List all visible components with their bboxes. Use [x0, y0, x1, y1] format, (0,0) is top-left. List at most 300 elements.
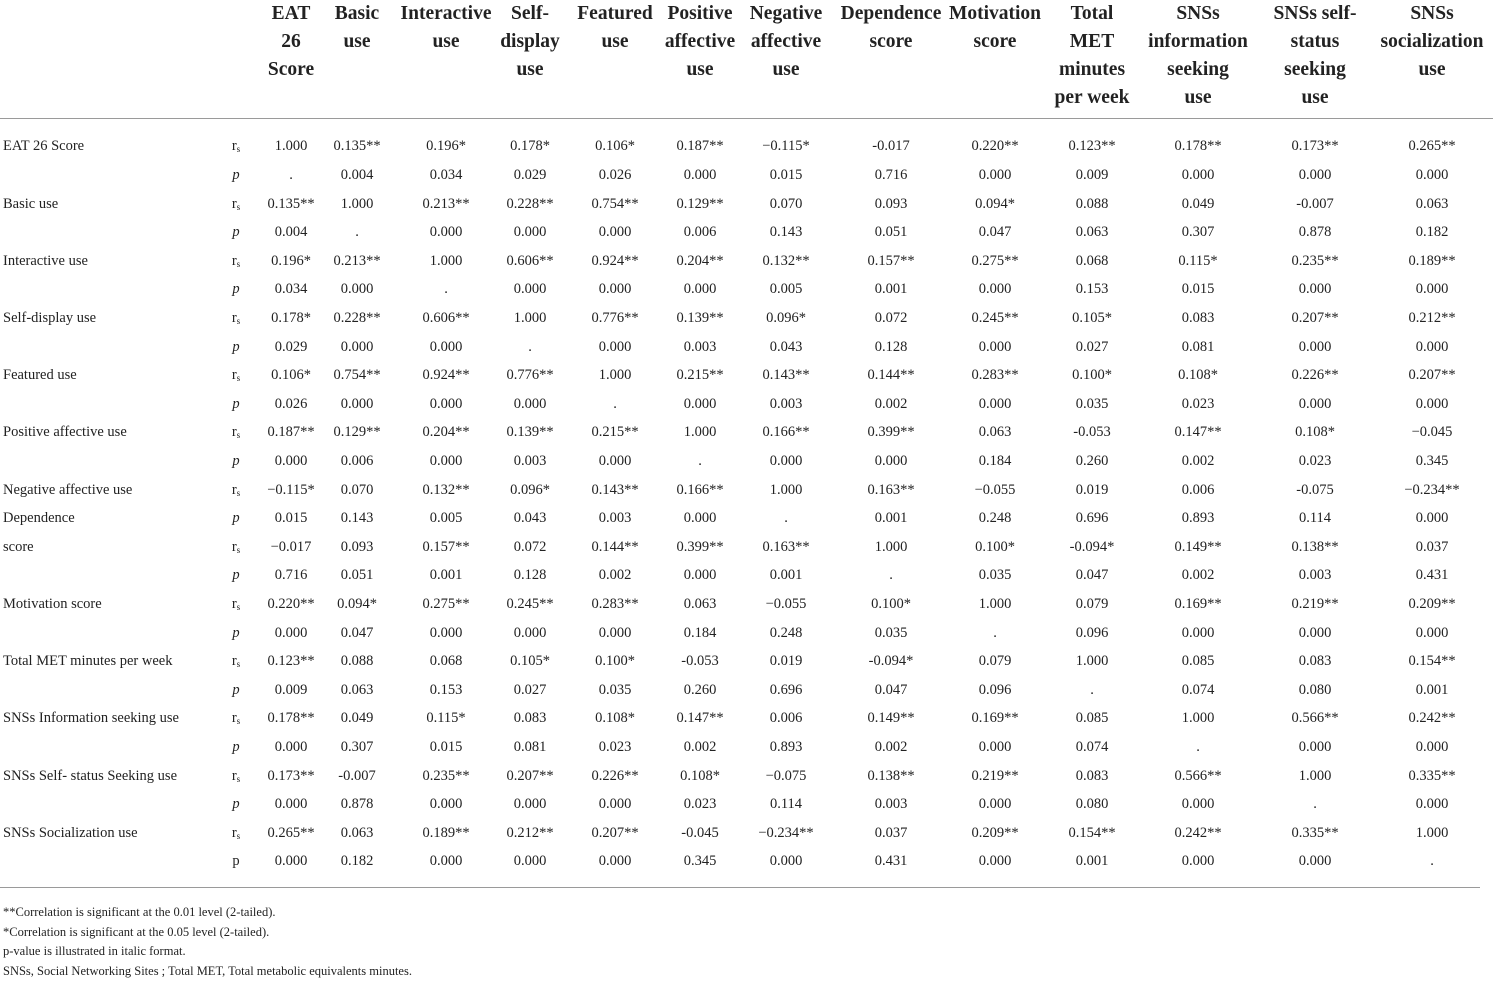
- table-row: [0, 847, 1493, 876]
- table-cell: 0.178**: [1174, 138, 1222, 155]
- table-cell: 0.219**: [971, 767, 1019, 784]
- column-header-line: use: [1418, 59, 1446, 80]
- table-row: [0, 590, 1493, 619]
- table-cell: 0.100*: [871, 595, 911, 612]
- table-cell: 0.047: [340, 624, 374, 641]
- table-cell: 0.043: [513, 510, 547, 527]
- table-cell: .: [889, 567, 893, 584]
- table-cell: 0.115*: [426, 710, 466, 727]
- statistic-symbol: r: [231, 367, 237, 384]
- table-cell: 0.004: [274, 224, 308, 241]
- table-cell: 0.000: [683, 567, 717, 584]
- table-cell: 0.776**: [591, 309, 639, 326]
- statistic-symbol: r: [231, 767, 237, 784]
- statistic-subscript: s: [236, 258, 241, 269]
- table-cell: 0.878: [1298, 224, 1332, 241]
- table-cell: 0.000: [513, 853, 547, 870]
- table-row: [0, 447, 1493, 476]
- table-cell: 0.144**: [867, 367, 915, 384]
- table-cell: 0.000: [1181, 853, 1215, 870]
- table-cell: 0.027: [1075, 338, 1109, 355]
- row-label: Dependence: [3, 510, 75, 527]
- table-row: [0, 819, 1493, 848]
- table-cell: 0.187**: [676, 138, 724, 155]
- table-cell: 0.000: [1298, 738, 1332, 755]
- table-cell: 0.026: [274, 395, 308, 412]
- table-row: [0, 361, 1493, 390]
- column-header-line: use: [772, 59, 800, 80]
- statistic-symbol: r: [231, 481, 237, 498]
- table-cell: 0.027: [513, 681, 547, 698]
- table-cell: 0.063: [340, 824, 374, 841]
- table-cell: 0.000: [978, 796, 1012, 813]
- table-cell: 0.063: [978, 424, 1012, 441]
- table-row: [0, 619, 1493, 648]
- table-cell: 0.019: [1075, 481, 1109, 498]
- table-cell: 0.023: [683, 796, 717, 813]
- table-cell: 0.924**: [591, 252, 639, 269]
- table-cell: .: [528, 338, 532, 355]
- table-cell: 0.003: [683, 338, 717, 355]
- table-cell: 0.023: [598, 738, 632, 755]
- table-cell: 0.000: [978, 738, 1012, 755]
- table-cell: 0.006: [769, 710, 803, 727]
- table-cell: 0.220**: [971, 138, 1019, 155]
- table-cell: 0.003: [598, 510, 632, 527]
- row-label: SNSs Socialization use: [3, 824, 138, 841]
- footnote: p-value is illustrated in italic format.: [3, 944, 186, 958]
- row-label: Positive affective use: [3, 424, 127, 441]
- table-cell: 0.001: [874, 281, 908, 298]
- table-cell: 0.047: [874, 681, 908, 698]
- statistic-subscript: s: [236, 201, 241, 212]
- table-cell: 0.716: [874, 166, 908, 183]
- row-label: Motivation score: [3, 595, 102, 612]
- table-cell: 0.000: [340, 281, 374, 298]
- table-cell: 0.000: [274, 452, 308, 469]
- table-cell: 0.035: [874, 624, 908, 641]
- table-cell: 0.000: [513, 224, 547, 241]
- table-cell: 0.006: [683, 224, 717, 241]
- table-cell: 1.000: [978, 595, 1012, 612]
- table-row: [0, 790, 1493, 819]
- table-cell: 0.716: [274, 567, 308, 584]
- table-cell: 0.015: [769, 166, 803, 183]
- table-cell: 0.163**: [867, 481, 915, 498]
- table-cell: 0.003: [513, 452, 547, 469]
- table-cell: 0.149**: [1174, 538, 1222, 555]
- table-cell: 0.003: [1298, 567, 1332, 584]
- table-cell: 0.108*: [1178, 367, 1218, 384]
- table-cell: 0.260: [1075, 452, 1109, 469]
- table-cell: 0.128: [874, 338, 908, 355]
- statistic-subscript: s: [236, 659, 241, 670]
- table-cell: 0.166**: [676, 481, 724, 498]
- table-cell: 0.139**: [676, 309, 724, 326]
- table-cell: 0.000: [429, 853, 463, 870]
- table-cell: 0.135**: [333, 138, 381, 155]
- table-cell: 0.000: [598, 281, 632, 298]
- table-cell: .: [444, 281, 448, 298]
- table-cell: 0.004: [340, 166, 374, 183]
- table-row: [0, 275, 1493, 304]
- table-cell: 0.035: [978, 567, 1012, 584]
- table-cell: −0.115*: [267, 481, 315, 498]
- column-header: [1048, 0, 1136, 112]
- table-cell: 0.106*: [595, 138, 635, 155]
- statistic-symbol: r: [231, 595, 237, 612]
- footnote: *Correlation is significant at the 0.05 level (2-tailed).: [3, 924, 270, 939]
- table-cell: 0.002: [1181, 567, 1215, 584]
- column-header: [327, 0, 387, 56]
- table-row: [0, 418, 1493, 447]
- statistic-subscript: s: [236, 430, 241, 441]
- table-cell: 1.000: [769, 481, 803, 498]
- table-cell: 0.204**: [422, 424, 470, 441]
- table-cell: 1.000: [1415, 824, 1449, 841]
- table-cell: .: [993, 624, 997, 641]
- table-cell: 0.094*: [337, 595, 377, 612]
- table-cell: 0.083: [1075, 767, 1109, 784]
- table-cell: 1.000: [513, 309, 547, 326]
- table-cell: 0.001: [1075, 853, 1109, 870]
- table-cell: 0.138**: [867, 767, 915, 784]
- table-cell: 0.196*: [426, 138, 466, 155]
- table-row: [0, 533, 1493, 562]
- table-cell: 0.029: [513, 166, 547, 183]
- table-cell: 0.182: [340, 853, 374, 870]
- table-cell: 0.169**: [971, 710, 1019, 727]
- statistic-symbol: p: [232, 510, 240, 527]
- table-cell: 0.000: [1415, 624, 1449, 641]
- table-cell: .: [355, 224, 359, 241]
- statistic-subscript: s: [236, 773, 241, 784]
- table-cell: 0.138**: [1291, 538, 1339, 555]
- statistic-subscript: s: [236, 544, 241, 555]
- table-cell: 0.000: [429, 395, 463, 412]
- table-cell: 0.000: [274, 738, 308, 755]
- statistic-subscript: s: [236, 373, 241, 384]
- table-cell: -0.053: [1073, 424, 1111, 441]
- table-cell: 0.260: [683, 681, 717, 698]
- table-cell: 1.000: [598, 367, 632, 384]
- column-header-line: display: [500, 31, 560, 52]
- table-row: [0, 304, 1493, 333]
- statistic-symbol: p: [232, 796, 240, 813]
- column-header-line: status: [1290, 31, 1340, 52]
- column-header-line: seeking: [1167, 59, 1229, 80]
- table-cell: 0.000: [1298, 853, 1332, 870]
- table-cell: 0.002: [1181, 452, 1215, 469]
- table-cell: 0.163**: [762, 538, 810, 555]
- column-header: [396, 0, 496, 56]
- column-header-line: Self-: [511, 3, 549, 24]
- table-cell: 0.079: [1075, 595, 1109, 612]
- table-cell: 0.094*: [975, 195, 1015, 212]
- statistic-symbol: p: [232, 738, 240, 755]
- table-cell: 0.147**: [676, 710, 724, 727]
- table-row: [0, 132, 1493, 161]
- table-row: [0, 733, 1493, 762]
- table-cell: 1.000: [1181, 710, 1215, 727]
- table-cell: 0.003: [874, 796, 908, 813]
- table-cell: 0.345: [683, 853, 717, 870]
- statistic-symbol: p: [232, 281, 240, 298]
- column-header-line: EAT: [271, 3, 311, 24]
- table-cell: 0.149**: [867, 710, 915, 727]
- column-header-line: socialization: [1380, 31, 1484, 52]
- statistic-symbol: r: [231, 195, 237, 212]
- row-label: Negative affective use: [3, 481, 133, 498]
- table-cell: 0.080: [1075, 796, 1109, 813]
- table-cell: 0.207**: [506, 767, 554, 784]
- table-cell: 0.000: [978, 853, 1012, 870]
- table-cell: 0.096: [1075, 624, 1109, 641]
- table-cell: .: [1196, 738, 1200, 755]
- table-cell: .: [1090, 681, 1094, 698]
- table-cell: 0.080: [1298, 681, 1332, 698]
- table-cell: 0.000: [769, 452, 803, 469]
- table-cell: 0.023: [1181, 395, 1215, 412]
- table-cell: 0.070: [340, 481, 374, 498]
- table-cell: 0.000: [513, 796, 547, 813]
- statistic-symbol: p: [232, 567, 240, 584]
- row-label: Self-display use: [3, 309, 97, 326]
- table-cell: 0.207**: [1408, 367, 1456, 384]
- table-cell: 0.000: [1415, 395, 1449, 412]
- statistic-subscript: s: [236, 487, 241, 498]
- table-cell: 0.182: [1415, 224, 1449, 241]
- table-cell: 0.566**: [1291, 710, 1339, 727]
- column-header: [1265, 0, 1365, 112]
- column-header-line: Positive: [667, 3, 733, 24]
- table-cell: 0.143**: [591, 481, 639, 498]
- table-cell: 0.029: [274, 338, 308, 355]
- table-cell: 0.026: [598, 166, 632, 183]
- table-cell: 0.000: [340, 395, 374, 412]
- statistic-symbol: p: [232, 395, 240, 412]
- row-label: Featured use: [3, 367, 77, 384]
- table-cell: 0.015: [1181, 281, 1215, 298]
- table-cell: 0.000: [683, 395, 717, 412]
- table-cell: 0.189**: [1408, 252, 1456, 269]
- column-header-line: SNSs self-: [1273, 3, 1357, 24]
- table-cell: 0.154**: [1408, 653, 1456, 670]
- table-cell: 1.000: [874, 538, 908, 555]
- table-cell: 0.235**: [422, 767, 470, 784]
- statistic-subscript: s: [236, 315, 241, 326]
- table-cell: −0.234**: [1404, 481, 1460, 498]
- table-cell: 0.106*: [271, 367, 311, 384]
- table-cell: 0.000: [1415, 166, 1449, 183]
- table-cell: 0.143**: [762, 367, 810, 384]
- column-header-line: MET: [1069, 31, 1115, 52]
- table-cell: 0.000: [429, 796, 463, 813]
- table-cell: 0.096*: [510, 481, 550, 498]
- column-header-line: 26: [281, 31, 301, 52]
- column-header-line: Score: [267, 59, 315, 80]
- table-cell: 0.035: [1075, 395, 1109, 412]
- column-header-line: minutes: [1058, 59, 1126, 80]
- column-header-line: use: [516, 59, 544, 80]
- table-cell: 0.924**: [422, 367, 470, 384]
- table-cell: 0.000: [513, 624, 547, 641]
- table-cell: −0.045: [1411, 424, 1453, 441]
- table-cell: 0.001: [429, 567, 463, 584]
- table-cell: 0.696: [769, 681, 803, 698]
- table-cell: 0.108*: [595, 710, 635, 727]
- table-cell: -0.094*: [868, 653, 914, 670]
- row-label: Total MET minutes per week: [3, 653, 173, 670]
- table-cell: 0.209**: [1408, 595, 1456, 612]
- table-cell: 0.000: [1415, 738, 1449, 755]
- table-cell: 0.265**: [1408, 138, 1456, 155]
- table-row: [0, 704, 1493, 733]
- table-cell: 0.000: [598, 853, 632, 870]
- statistic-symbol: p: [232, 681, 240, 698]
- table-cell: 0.001: [769, 567, 803, 584]
- table-cell: 0.006: [340, 452, 374, 469]
- table-cell: 0.000: [598, 624, 632, 641]
- table-cell: 0.000: [978, 281, 1012, 298]
- table-cell: 0.072: [874, 309, 908, 326]
- table-cell: 0.006: [1181, 481, 1215, 498]
- column-header: [836, 0, 946, 56]
- column-header-line: per week: [1054, 87, 1130, 108]
- table-cell: -0.094*: [1069, 538, 1115, 555]
- table-cell: 0.275**: [971, 252, 1019, 269]
- table-cell: 0.063: [1415, 195, 1449, 212]
- table-row: [0, 161, 1493, 190]
- table-cell: 0.245**: [971, 309, 1019, 326]
- table-cell: 0.000: [1298, 624, 1332, 641]
- table-cell: 0.265**: [267, 824, 315, 841]
- table-cell: 0.166**: [762, 424, 810, 441]
- table-cell: 0.068: [1075, 252, 1109, 269]
- table-cell: 0.093: [340, 538, 374, 555]
- table-cell: 0.178**: [267, 710, 315, 727]
- table-cell: 0.105*: [1072, 309, 1112, 326]
- column-header: [1146, 0, 1250, 112]
- table-cell: 0.220**: [267, 595, 315, 612]
- column-header: [496, 0, 564, 84]
- column-header-line: score: [973, 31, 1017, 52]
- table-cell: 1.000: [429, 252, 463, 269]
- table-cell: 0.173**: [267, 767, 315, 784]
- column-header-line: use: [601, 31, 629, 52]
- table-row: [0, 190, 1493, 219]
- statistic-symbol: r: [231, 538, 237, 555]
- table-cell: 0.000: [683, 166, 717, 183]
- table-cell: 0.893: [1181, 510, 1215, 527]
- table-cell: 0.335**: [1291, 824, 1339, 841]
- table-cell: 0.189**: [422, 824, 470, 841]
- table-cell: 0.129**: [333, 424, 381, 441]
- table-cell: 0.063: [1075, 224, 1109, 241]
- table-cell: 0.307: [340, 738, 374, 755]
- table-cell: 0.047: [1075, 567, 1109, 584]
- table-cell: 0.002: [874, 395, 908, 412]
- table-cell: 0.144**: [591, 538, 639, 555]
- statistic-symbol: p: [232, 624, 240, 641]
- column-header-line: Featured: [577, 3, 653, 24]
- table-cell: 0.100*: [975, 538, 1015, 555]
- table-cell: 0.000: [978, 166, 1012, 183]
- table-cell: 0.047: [978, 224, 1012, 241]
- table-cell: 0.000: [769, 853, 803, 870]
- table-cell: 0.096: [978, 681, 1012, 698]
- table-cell: 0.204**: [676, 252, 724, 269]
- table-cell: 0.019: [769, 653, 803, 670]
- column-header-line: Total: [1070, 3, 1114, 24]
- table-cell: 0.696: [1075, 510, 1109, 527]
- table-cell: 0.000: [874, 452, 908, 469]
- table-cell: 0.000: [429, 452, 463, 469]
- column-header-line: use: [686, 59, 714, 80]
- statistic-symbol: p: [232, 166, 240, 183]
- table-cell: 0.143: [769, 224, 803, 241]
- table-cell: 0.105*: [510, 653, 550, 670]
- statistic-subscript: s: [236, 716, 241, 727]
- table-cell: 0.034: [274, 281, 308, 298]
- table-cell: 0.129**: [676, 195, 724, 212]
- table-cell: 0.005: [769, 281, 803, 298]
- table-cell: -0.053: [681, 653, 719, 670]
- table-cell: 0.000: [1415, 796, 1449, 813]
- table-cell: .: [698, 452, 702, 469]
- table-cell: 0.074: [1181, 681, 1215, 698]
- table-cell: 0.000: [1181, 166, 1215, 183]
- column-header-line: affective: [750, 31, 822, 52]
- column-header-line: seeking: [1284, 59, 1346, 80]
- table-cell: 0.275**: [422, 595, 470, 612]
- statistic-symbol: p: [232, 853, 240, 870]
- table-cell: 0.000: [1415, 281, 1449, 298]
- table-cell: 0.878: [340, 796, 374, 813]
- table-cell: 0.212**: [1408, 309, 1456, 326]
- table-cell: 0.000: [598, 452, 632, 469]
- table-cell: 0.754**: [591, 195, 639, 212]
- table-cell: 0.051: [874, 224, 908, 241]
- table-cell: 0.606**: [506, 252, 554, 269]
- table-cell: 0.000: [429, 224, 463, 241]
- table-cell: 0.215**: [591, 424, 639, 441]
- footnote: SNSs, Social Networking Sites ; Total MET, Total metabolic equivalents minutes.: [3, 963, 412, 978]
- table-cell: 0.000: [1415, 338, 1449, 355]
- table-cell: 0.037: [1415, 538, 1449, 555]
- table-footnotes: [3, 903, 412, 981]
- table-cell: 0.345: [1415, 452, 1449, 469]
- table-cell: 0.000: [429, 624, 463, 641]
- table-cell: 0.000: [513, 281, 547, 298]
- column-header-line: affective: [664, 31, 736, 52]
- table-cell: 0.213**: [422, 195, 470, 212]
- table-cell: 0.000: [1181, 624, 1215, 641]
- table-cell: 0.115*: [1178, 252, 1218, 269]
- table-cell: 0.063: [683, 595, 717, 612]
- table-cell: 0.776**: [506, 367, 554, 384]
- table-cell: 0.000: [598, 338, 632, 355]
- table-cell: 0.002: [683, 738, 717, 755]
- table-cell: −0.234**: [758, 824, 814, 841]
- row-label: SNSs Information seeking use: [3, 710, 179, 727]
- table-cell: 0.157**: [867, 252, 915, 269]
- table-cell: 0.431: [1415, 567, 1449, 584]
- column-header-line: use: [1301, 87, 1329, 108]
- table-cell: 0.207**: [591, 824, 639, 841]
- table-cell: 0.143: [340, 510, 374, 527]
- table-cell: -0.007: [338, 767, 376, 784]
